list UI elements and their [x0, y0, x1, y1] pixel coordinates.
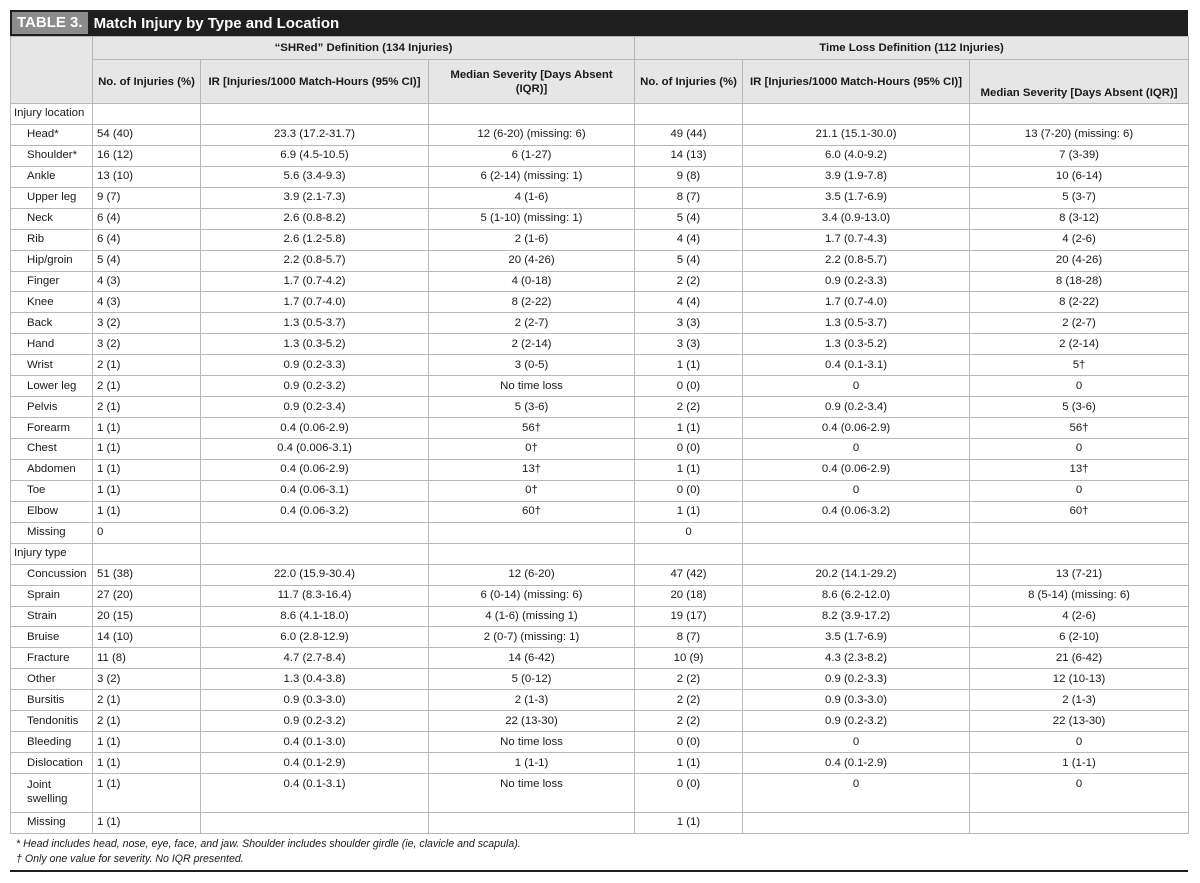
cell-tl-count: 3 (3)	[635, 313, 743, 334]
cell-tl-ir: 0.4 (0.1-2.9)	[743, 753, 970, 774]
cell-shred-severity: 20 (4-26)	[429, 250, 635, 271]
cell-shred-count: 14 (10)	[93, 627, 201, 648]
cell-tl-ir: 0	[743, 376, 970, 397]
cell-shred-count: 2 (1)	[93, 376, 201, 397]
cell-tl-ir: 3.9 (1.9-7.8)	[743, 166, 970, 187]
cell-tl-ir	[743, 522, 970, 543]
cell-shred-ir: 0.4 (0.06-3.2)	[201, 501, 429, 522]
cell-label: Other	[11, 669, 93, 690]
cell-shred-ir: 3.9 (2.1-7.3)	[201, 187, 429, 208]
cell-shred-count: 1 (1)	[93, 753, 201, 774]
cell-shred-ir: 0.9 (0.2-3.2)	[201, 711, 429, 732]
section-label: Injury type	[11, 543, 93, 564]
cell-label: Lower leg	[11, 376, 93, 397]
cell-tl-severity: 4 (2-6)	[970, 229, 1189, 250]
cell-tl-count: 4 (4)	[635, 292, 743, 313]
cell-shred-ir: 2.6 (0.8-8.2)	[201, 208, 429, 229]
col-tl-ir: IR [Injuries/1000 Match-Hours (95% CI)]	[743, 60, 970, 104]
cell-tl-count: 1 (1)	[635, 355, 743, 376]
cell-tl-ir: 0.4 (0.06-3.2)	[743, 501, 970, 522]
table-row	[11, 376, 1189, 397]
table-row	[11, 187, 1189, 208]
table-row	[11, 208, 1189, 229]
injury-table	[10, 36, 1189, 834]
cell-tl-severity: 7 (3-39)	[970, 145, 1189, 166]
cell-shred-severity: 3 (0-5)	[429, 355, 635, 376]
cell-shred-severity: No time loss	[429, 774, 635, 813]
table-row	[11, 355, 1189, 376]
table-row	[11, 459, 1189, 480]
cell-label: Head*	[11, 124, 93, 145]
cell-shred-severity: 14 (6-42)	[429, 648, 635, 669]
cell-shred-severity	[429, 813, 635, 834]
cell-tl-ir: 0	[743, 439, 970, 460]
cell-shred-count: 3 (2)	[93, 669, 201, 690]
table-row	[11, 732, 1189, 753]
cell-label: Sprain	[11, 585, 93, 606]
table-body	[11, 104, 1189, 834]
cell-label: Tendonitis	[11, 711, 93, 732]
cell-tl-severity: 6 (2-10)	[970, 627, 1189, 648]
cell-label: Hand	[11, 334, 93, 355]
cell-tl-ir: 0	[743, 774, 970, 813]
section-row-location	[11, 104, 1189, 125]
cell-shred-severity: 8 (2-22)	[429, 292, 635, 313]
empty-cell	[743, 104, 970, 125]
cell-tl-severity: 2 (1-3)	[970, 690, 1189, 711]
cell-tl-severity	[970, 522, 1189, 543]
cell-tl-count: 47 (42)	[635, 564, 743, 585]
cell-tl-ir: 1.3 (0.3-5.2)	[743, 334, 970, 355]
cell-shred-severity: 13†	[429, 459, 635, 480]
cell-shred-ir: 1.7 (0.7-4.0)	[201, 292, 429, 313]
table-row	[11, 250, 1189, 271]
cell-shred-count: 1 (1)	[93, 732, 201, 753]
cell-tl-count: 20 (18)	[635, 585, 743, 606]
cell-shred-count: 54 (40)	[93, 124, 201, 145]
table-row	[11, 124, 1189, 145]
footnotes	[10, 834, 1188, 872]
empty-cell	[93, 104, 201, 125]
cell-label: Toe	[11, 480, 93, 501]
cell-tl-count: 10 (9)	[635, 648, 743, 669]
cell-label: Neck	[11, 208, 93, 229]
cell-shred-ir: 4.7 (2.7-8.4)	[201, 648, 429, 669]
cell-shred-count: 9 (7)	[93, 187, 201, 208]
cell-tl-count: 1 (1)	[635, 753, 743, 774]
cell-tl-severity: 2 (2-14)	[970, 334, 1189, 355]
cell-tl-ir: 0.9 (0.2-3.4)	[743, 397, 970, 418]
cell-tl-ir: 20.2 (14.1-29.2)	[743, 564, 970, 585]
cell-shred-severity: 6 (2-14) (missing: 1)	[429, 166, 635, 187]
table-row	[11, 334, 1189, 355]
table-row	[11, 166, 1189, 187]
cell-tl-severity: 5 (3-7)	[970, 187, 1189, 208]
cell-tl-count: 0 (0)	[635, 376, 743, 397]
cell-shred-severity: 6 (0-14) (missing: 6)	[429, 585, 635, 606]
cell-shred-count: 2 (1)	[93, 711, 201, 732]
cell-shred-severity: No time loss	[429, 732, 635, 753]
empty-cell	[201, 543, 429, 564]
cell-tl-severity: 0	[970, 439, 1189, 460]
cell-tl-ir: 8.6 (6.2-12.0)	[743, 585, 970, 606]
group-timeloss: Time Loss Definition (112 Injuries)	[635, 37, 1189, 60]
cell-tl-count: 8 (7)	[635, 187, 743, 208]
cell-label: Finger	[11, 271, 93, 292]
cell-shred-count: 20 (15)	[93, 606, 201, 627]
cell-label: Ankle	[11, 166, 93, 187]
table-row	[11, 418, 1189, 439]
cell-shred-ir: 0.4 (0.1-3.1)	[201, 774, 429, 813]
cell-label: Missing	[11, 522, 93, 543]
cell-shred-ir: 0.4 (0.06-2.9)	[201, 459, 429, 480]
cell-shred-severity: 6 (1-27)	[429, 145, 635, 166]
table-row	[11, 271, 1189, 292]
cell-shred-severity: 0†	[429, 439, 635, 460]
cell-label: Fracture	[11, 648, 93, 669]
cell-tl-ir: 1.7 (0.7-4.3)	[743, 229, 970, 250]
table-row	[11, 313, 1189, 334]
cell-shred-count: 1 (1)	[93, 813, 201, 834]
col-tl-count: No. of Injuries (%)	[635, 60, 743, 104]
table-row	[11, 585, 1189, 606]
empty-cell	[970, 543, 1189, 564]
cell-shred-ir: 0.4 (0.006-3.1)	[201, 439, 429, 460]
cell-tl-ir: 0	[743, 732, 970, 753]
cell-tl-count: 19 (17)	[635, 606, 743, 627]
cell-shred-ir: 0.9 (0.3-3.0)	[201, 690, 429, 711]
cell-shred-severity: 12 (6-20)	[429, 564, 635, 585]
cell-shred-count: 16 (12)	[93, 145, 201, 166]
table-row	[11, 690, 1189, 711]
cell-shred-ir: 6.0 (2.8-12.9)	[201, 627, 429, 648]
cell-shred-count: 1 (1)	[93, 439, 201, 460]
cell-shred-ir: 11.7 (8.3-16.4)	[201, 585, 429, 606]
cell-tl-severity: 0	[970, 480, 1189, 501]
cell-tl-severity: 0	[970, 376, 1189, 397]
cell-shred-count: 27 (20)	[93, 585, 201, 606]
cell-label: Missing	[11, 813, 93, 834]
cell-label: Knee	[11, 292, 93, 313]
cell-shred-ir: 8.6 (4.1-18.0)	[201, 606, 429, 627]
cell-shred-ir: 1.3 (0.4-3.8)	[201, 669, 429, 690]
cell-shred-count: 4 (3)	[93, 292, 201, 313]
cell-tl-count: 1 (1)	[635, 501, 743, 522]
cell-shred-count: 1 (1)	[93, 774, 201, 813]
cell-shred-count: 13 (10)	[93, 166, 201, 187]
cell-shred-ir: 0.9 (0.2-3.4)	[201, 397, 429, 418]
col-shred-count: No. of Injuries (%)	[93, 60, 201, 104]
table-row	[11, 753, 1189, 774]
cell-shred-ir: 0.4 (0.1-2.9)	[201, 753, 429, 774]
cell-tl-severity: 0	[970, 774, 1189, 813]
cell-tl-severity: 13 (7-20) (missing: 6)	[970, 124, 1189, 145]
column-header-row	[11, 60, 1189, 104]
cell-shred-ir: 2.2 (0.8-5.7)	[201, 250, 429, 271]
cell-label: Back	[11, 313, 93, 334]
cell-shred-ir: 22.0 (15.9-30.4)	[201, 564, 429, 585]
cell-tl-count: 1 (1)	[635, 813, 743, 834]
cell-tl-severity: 0	[970, 732, 1189, 753]
cell-shred-severity: 5 (1-10) (missing: 1)	[429, 208, 635, 229]
cell-tl-count: 2 (2)	[635, 669, 743, 690]
table-title-bar	[10, 10, 1188, 36]
cell-tl-ir: 3.5 (1.7-6.9)	[743, 627, 970, 648]
cell-tl-severity: 5†	[970, 355, 1189, 376]
cell-shred-count: 4 (3)	[93, 271, 201, 292]
cell-shred-severity: 60†	[429, 501, 635, 522]
cell-label: Bursitis	[11, 690, 93, 711]
table-row	[11, 501, 1189, 522]
cell-tl-severity: 22 (13-30)	[970, 711, 1189, 732]
cell-shred-count: 0	[93, 522, 201, 543]
empty-cell	[635, 543, 743, 564]
cell-tl-count: 4 (4)	[635, 229, 743, 250]
cell-shred-ir: 1.7 (0.7-4.2)	[201, 271, 429, 292]
cell-shred-severity: 1 (1-1)	[429, 753, 635, 774]
table-row	[11, 669, 1189, 690]
cell-shred-ir: 5.6 (3.4-9.3)	[201, 166, 429, 187]
cell-tl-count: 5 (4)	[635, 250, 743, 271]
cell-tl-count: 2 (2)	[635, 397, 743, 418]
cell-tl-severity: 8 (2-22)	[970, 292, 1189, 313]
empty-cell	[743, 543, 970, 564]
cell-tl-severity: 2 (2-7)	[970, 313, 1189, 334]
cell-shred-severity: 56†	[429, 418, 635, 439]
cell-label: Chest	[11, 439, 93, 460]
table-row	[11, 397, 1189, 418]
cell-shred-severity: 12 (6-20) (missing: 6)	[429, 124, 635, 145]
footnote-dagger: † Only one value for severity. No IQR presented.	[16, 852, 244, 865]
table-row	[11, 564, 1189, 585]
cell-shred-ir: 23.3 (17.2-31.7)	[201, 124, 429, 145]
cell-shred-ir: 1.3 (0.5-3.7)	[201, 313, 429, 334]
cell-tl-ir: 0.9 (0.2-3.3)	[743, 271, 970, 292]
cell-tl-ir: 3.5 (1.7-6.9)	[743, 187, 970, 208]
cell-shred-severity: 2 (1-6)	[429, 229, 635, 250]
cell-shred-ir: 0.4 (0.06-2.9)	[201, 418, 429, 439]
cell-shred-severity	[429, 522, 635, 543]
table-row	[11, 292, 1189, 313]
table-row	[11, 627, 1189, 648]
cell-shred-severity: 5 (3-6)	[429, 397, 635, 418]
cell-shred-severity: 4 (1-6) (missing 1)	[429, 606, 635, 627]
cell-label: Elbow	[11, 501, 93, 522]
cell-label: Shoulder*	[11, 145, 93, 166]
table-row	[11, 774, 1189, 813]
cell-tl-ir: 4.3 (2.3-8.2)	[743, 648, 970, 669]
section-row-type	[11, 543, 1189, 564]
cell-tl-count: 2 (2)	[635, 711, 743, 732]
cell-label: Forearm	[11, 418, 93, 439]
table-row	[11, 813, 1189, 834]
cell-shred-severity: 2 (0-7) (missing: 1)	[429, 627, 635, 648]
cell-shred-count: 1 (1)	[93, 501, 201, 522]
cell-shred-ir: 0.4 (0.06-3.1)	[201, 480, 429, 501]
cell-shred-count: 11 (8)	[93, 648, 201, 669]
cell-tl-count: 1 (1)	[635, 418, 743, 439]
cell-tl-ir: 0.4 (0.06-2.9)	[743, 459, 970, 480]
cell-tl-severity: 4 (2-6)	[970, 606, 1189, 627]
cell-tl-ir: 1.7 (0.7-4.0)	[743, 292, 970, 313]
cell-label: Bruise	[11, 627, 93, 648]
cell-label: Strain	[11, 606, 93, 627]
table-row	[11, 648, 1189, 669]
col-tl-severity: Median Severity [Days Absent (IQR)]	[970, 60, 1189, 104]
cell-shred-severity: 22 (13-30)	[429, 711, 635, 732]
cell-tl-count: 1 (1)	[635, 459, 743, 480]
cell-tl-count: 0	[635, 522, 743, 543]
cell-shred-ir: 0.4 (0.1-3.0)	[201, 732, 429, 753]
cell-shred-count: 2 (1)	[93, 690, 201, 711]
corner-cell	[11, 37, 93, 104]
cell-shred-count: 3 (2)	[93, 334, 201, 355]
cell-shred-severity: 4 (0-18)	[429, 271, 635, 292]
cell-shred-severity: 4 (1-6)	[429, 187, 635, 208]
cell-tl-ir: 0	[743, 480, 970, 501]
cell-tl-severity: 10 (6-14)	[970, 166, 1189, 187]
cell-tl-severity: 60†	[970, 501, 1189, 522]
cell-shred-severity: 0†	[429, 480, 635, 501]
group-shred: “SHRed” Definition (134 Injuries)	[93, 37, 635, 60]
cell-tl-count: 14 (13)	[635, 145, 743, 166]
cell-tl-severity	[970, 813, 1189, 834]
cell-label: Bleeding	[11, 732, 93, 753]
cell-tl-count: 0 (0)	[635, 480, 743, 501]
group-header-row	[11, 37, 1189, 60]
cell-shred-count: 1 (1)	[93, 418, 201, 439]
cell-tl-count: 2 (2)	[635, 271, 743, 292]
cell-shred-ir: 2.6 (1.2-5.8)	[201, 229, 429, 250]
cell-shred-count: 5 (4)	[93, 250, 201, 271]
cell-tl-ir: 3.4 (0.9-13.0)	[743, 208, 970, 229]
cell-tl-severity: 56†	[970, 418, 1189, 439]
cell-shred-count: 1 (1)	[93, 459, 201, 480]
cell-label: Joint swelling	[11, 774, 93, 813]
table-row	[11, 145, 1189, 166]
cell-shred-severity: 2 (1-3)	[429, 690, 635, 711]
table-title: Match Injury by Type and Location	[93, 14, 340, 32]
cell-tl-count: 0 (0)	[635, 439, 743, 460]
cell-tl-ir: 0.9 (0.3-3.0)	[743, 690, 970, 711]
cell-tl-severity: 5 (3-6)	[970, 397, 1189, 418]
cell-tl-severity: 8 (3-12)	[970, 208, 1189, 229]
cell-shred-ir: 6.9 (4.5-10.5)	[201, 145, 429, 166]
cell-tl-ir: 0.4 (0.06-2.9)	[743, 418, 970, 439]
cell-tl-severity: 12 (10-13)	[970, 669, 1189, 690]
cell-tl-count: 9 (8)	[635, 166, 743, 187]
table-row	[11, 711, 1189, 732]
cell-tl-severity: 13 (7-21)	[970, 564, 1189, 585]
cell-shred-count: 2 (1)	[93, 397, 201, 418]
cell-shred-severity: No time loss	[429, 376, 635, 397]
cell-tl-ir: 6.0 (4.0-9.2)	[743, 145, 970, 166]
table-figure	[10, 10, 1188, 872]
cell-tl-count: 3 (3)	[635, 334, 743, 355]
cell-tl-severity: 20 (4-26)	[970, 250, 1189, 271]
cell-shred-severity: 5 (0-12)	[429, 669, 635, 690]
cell-shred-severity: 2 (2-7)	[429, 313, 635, 334]
col-shred-ir: IR [Injuries/1000 Match-Hours (95% CI)]	[201, 60, 429, 104]
table-row	[11, 480, 1189, 501]
empty-cell	[201, 104, 429, 125]
table-number: TABLE 3.	[12, 12, 88, 34]
empty-cell	[429, 104, 635, 125]
cell-shred-count: 6 (4)	[93, 208, 201, 229]
cell-label: Dislocation	[11, 753, 93, 774]
table-row	[11, 606, 1189, 627]
cell-tl-ir: 0.4 (0.1-3.1)	[743, 355, 970, 376]
cell-shred-ir	[201, 522, 429, 543]
cell-tl-count: 0 (0)	[635, 774, 743, 813]
section-label: Injury location	[11, 104, 93, 125]
table-row	[11, 229, 1189, 250]
cell-tl-ir	[743, 813, 970, 834]
cell-shred-count: 6 (4)	[93, 229, 201, 250]
cell-tl-severity: 8 (5-14) (missing: 6)	[970, 585, 1189, 606]
cell-shred-ir	[201, 813, 429, 834]
cell-tl-severity: 13†	[970, 459, 1189, 480]
empty-cell	[93, 543, 201, 564]
cell-label: Rib	[11, 229, 93, 250]
cell-tl-count: 2 (2)	[635, 690, 743, 711]
cell-tl-ir: 2.2 (0.8-5.7)	[743, 250, 970, 271]
cell-label: Pelvis	[11, 397, 93, 418]
cell-tl-ir: 0.9 (0.2-3.2)	[743, 711, 970, 732]
cell-tl-severity: 21 (6-42)	[970, 648, 1189, 669]
empty-cell	[970, 104, 1189, 125]
cell-label: Hip/groin	[11, 250, 93, 271]
empty-cell	[429, 543, 635, 564]
cell-tl-ir: 8.2 (3.9-17.2)	[743, 606, 970, 627]
cell-tl-ir: 0.9 (0.2-3.3)	[743, 669, 970, 690]
cell-tl-count: 5 (4)	[635, 208, 743, 229]
cell-label: Concussion	[11, 564, 93, 585]
empty-cell	[635, 104, 743, 125]
footnote-asterisk: * Head includes head, nose, eye, face, and jaw. Shoulder includes shoulder girdle (ie, clavicle and scapula).	[16, 837, 521, 850]
cell-tl-severity: 8 (18-28)	[970, 271, 1189, 292]
table-row	[11, 439, 1189, 460]
cell-tl-count: 49 (44)	[635, 124, 743, 145]
cell-shred-ir: 1.3 (0.3-5.2)	[201, 334, 429, 355]
col-shred-severity: Median Severity [Days Absent (IQR)]	[429, 60, 635, 104]
cell-tl-ir: 1.3 (0.5-3.7)	[743, 313, 970, 334]
cell-shred-ir: 0.9 (0.2-3.3)	[201, 355, 429, 376]
cell-label: Wrist	[11, 355, 93, 376]
cell-shred-ir: 0.9 (0.2-3.2)	[201, 376, 429, 397]
cell-tl-count: 0 (0)	[635, 732, 743, 753]
cell-shred-count: 51 (38)	[93, 564, 201, 585]
cell-tl-count: 8 (7)	[635, 627, 743, 648]
table-row	[11, 522, 1189, 543]
cell-tl-severity: 1 (1-1)	[970, 753, 1189, 774]
cell-label: Upper leg	[11, 187, 93, 208]
cell-shred-count: 3 (2)	[93, 313, 201, 334]
cell-tl-ir: 21.1 (15.1-30.0)	[743, 124, 970, 145]
cell-shred-severity: 2 (2-14)	[429, 334, 635, 355]
cell-shred-count: 2 (1)	[93, 355, 201, 376]
cell-label: Abdomen	[11, 459, 93, 480]
cell-shred-count: 1 (1)	[93, 480, 201, 501]
